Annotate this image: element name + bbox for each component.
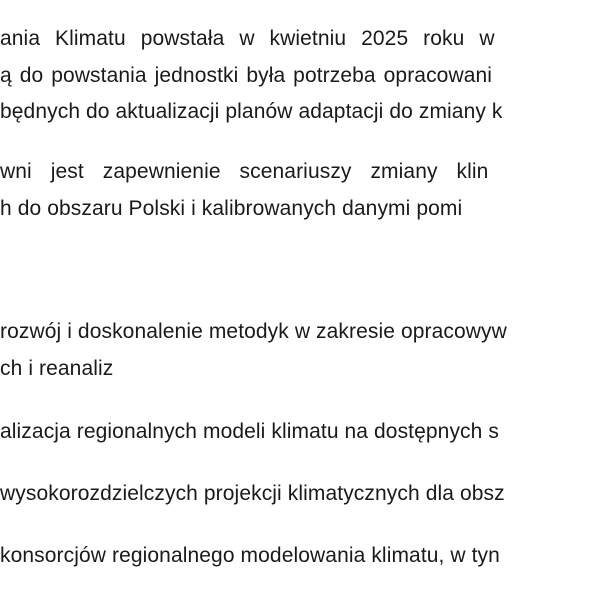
paragraph-line: h do obszaru Polski i kalibrowanych danymi pomi [0, 197, 463, 220]
list-item-line: alizacja regionalnych modeli klimatu na dostępnych s [0, 420, 499, 443]
paragraph-line: ą do powstania jednostki była potrzeba opracowani [0, 64, 493, 87]
paragraph-line: wni jest zapewnienie scenariuszy zmiany klin [0, 160, 489, 183]
paragraph-line: ania Klimatu powstała w kwietniu 2025 roku w [0, 27, 495, 50]
list-item-line: ch i reanaliz [0, 357, 114, 380]
list-item-line: konsorcjów regionalnego modelowania klimatu, w tyn [0, 544, 500, 567]
paragraph-line: będnych do aktualizacji planów adaptacji do zmiany k [0, 100, 503, 123]
list-item-line: wysokorozdzielczych projekcji klimatycznych dla obsz [0, 482, 505, 505]
list-item-line: rozwój i doskonalenie metodyk w zakresie opracowyw [0, 320, 507, 343]
